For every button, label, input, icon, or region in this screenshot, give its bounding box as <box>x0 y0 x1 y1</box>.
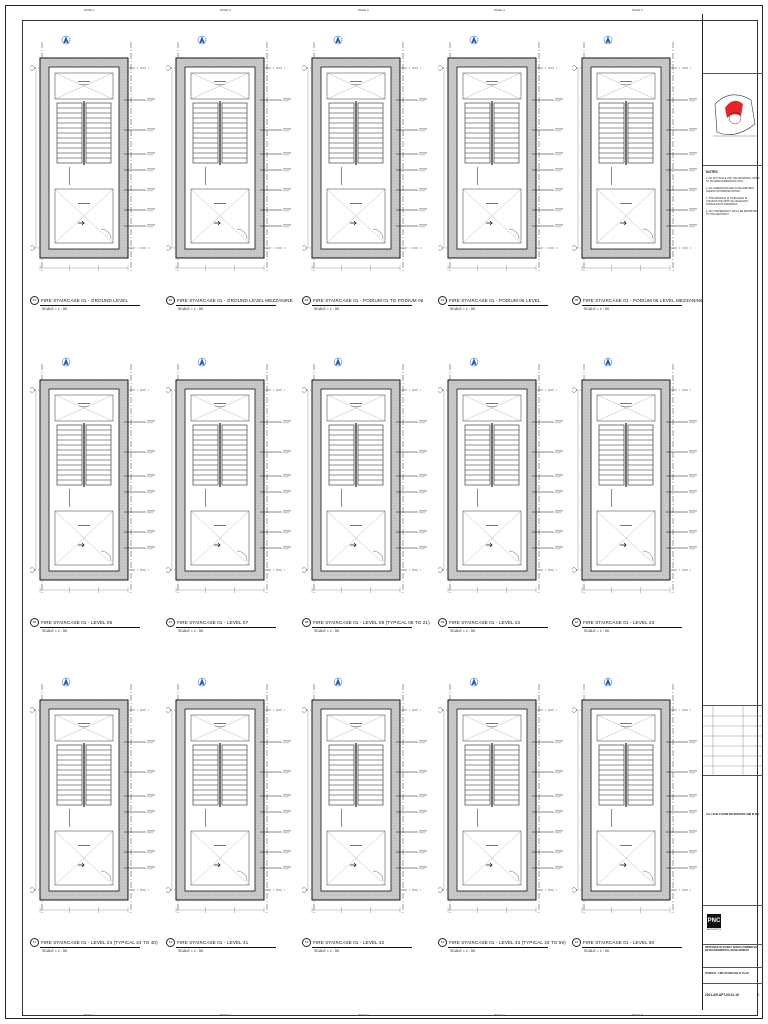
plan-scale: SCALE = 1 : 50 <box>314 307 339 311</box>
plan-title <box>30 938 158 947</box>
stair-plan-drawing <box>166 352 296 602</box>
plan-scale: SCALE = 1 : 50 <box>314 949 339 953</box>
plan-title-text: FIRE STAIRCASE 01 - GROUND LEVEL <box>41 298 129 303</box>
plan-title <box>302 296 423 305</box>
plan-scale: SCALE = 1 : 50 <box>584 949 609 953</box>
project-box <box>703 944 763 968</box>
plan-title <box>438 296 541 305</box>
project-name: PROPOSED 65-STOREY MIXED COMMERCIAL RETAIL/RESIDENTIAL DEVELOPMENT <box>705 946 758 952</box>
stair-plan-08 <box>302 352 432 642</box>
plan-scale: SCALE = 1 : 50 <box>178 949 203 953</box>
plan-scale: SCALE = 1 : 50 <box>178 307 203 311</box>
plan-title-underline <box>40 627 140 628</box>
plan-title-underline <box>176 947 276 948</box>
plan-title-text: FIRE STAIRCASE 01 - LEVEL 42 <box>313 940 385 945</box>
sheet-bottom-ref: PAGE 4 <box>494 1013 505 1017</box>
stair-plan-15 <box>572 672 702 962</box>
stair-plan-09 <box>438 352 568 642</box>
plan-scale: SCALE = 1 : 50 <box>584 307 609 311</box>
drawing-number-box <box>703 984 763 1010</box>
plan-title-text: FIRE STAIRCASE 01 - PODIUM 06 LEVEL <box>449 298 541 303</box>
plan-title-underline <box>312 947 412 948</box>
plan-number-bubble: 05 <box>572 296 581 305</box>
plan-title-underline <box>312 305 412 306</box>
stair-plan-drawing <box>302 30 432 280</box>
plan-title <box>166 618 248 627</box>
stair-plan-02 <box>166 30 296 320</box>
notes-box <box>703 166 763 706</box>
plan-title-underline <box>582 627 682 628</box>
plan-title-text: FIRE STAIRCASE 01 - LEVEL 07 <box>177 620 249 625</box>
plan-number-bubble: 13 <box>302 938 311 947</box>
sheet-bottom-ref: PAGE 5 <box>632 1013 643 1017</box>
note-line: 3. THIS DRAWING IS TO BE READ IN CONJUNCTION WITH ALL RELEVANT CONSULTANTS DRAWINGS. <box>706 197 748 206</box>
key-plan-box <box>703 74 763 166</box>
drawing-title: TOWER B - FIRE STAIRCASE 01 PLAN <box>705 972 749 975</box>
plan-title-text: FIRE STAIRCASE 01 - GROUND LEVEL MEZZANINE <box>177 298 293 303</box>
stair-plan-drawing <box>438 672 568 922</box>
plan-scale: SCALE = 1 : 50 <box>450 307 475 311</box>
notes-heading: NOTES <box>706 170 718 174</box>
plan-scale: SCALE = 1 : 50 <box>42 949 67 953</box>
levels-note: ALL LEVELS IN MM REFERENCED AND IN MM <box>706 813 759 816</box>
revision-table <box>703 706 763 776</box>
plan-title-text: FIRE STAIRCASE 01 - LEVEL 06 <box>41 620 113 625</box>
revision-table-grid <box>703 706 763 776</box>
plan-title-text: FIRE STAIRCASE 01 - LEVEL 60 <box>583 940 655 945</box>
plan-scale: SCALE = 1 : 50 <box>450 949 475 953</box>
plan-scale: SCALE = 1 : 50 <box>584 629 609 633</box>
plan-scale: SCALE = 1 : 50 <box>178 629 203 633</box>
plan-number-bubble: 11 <box>30 938 39 947</box>
stair-plan-drawing <box>166 30 296 280</box>
plan-title-underline <box>312 627 412 628</box>
plan-number-bubble: 15 <box>572 938 581 947</box>
plan-title <box>302 938 384 947</box>
stair-plan-drawing <box>572 352 702 602</box>
plan-title-text: FIRE STAIRCASE 01 - LEVEL 22 <box>449 620 521 625</box>
stair-plan-07 <box>166 352 296 642</box>
title-block <box>702 14 762 1010</box>
sheet-top-ref: PAGE 2 <box>220 8 231 12</box>
stair-plan-13 <box>302 672 432 962</box>
consultants-box <box>703 776 763 906</box>
plan-number-bubble: 01 <box>30 296 39 305</box>
plan-number-bubble: 14 <box>438 938 447 947</box>
plan-number-bubble: 08 <box>302 618 311 627</box>
plan-title-underline <box>40 947 140 948</box>
sheet-bottom-ref: PAGE 3 <box>358 1013 369 1017</box>
stair-plan-01 <box>30 30 160 320</box>
note-line: 1. DO NOT SCALE OFF THE DRAWINGS. WORK TO FIGURED DIMENSIONS ONLY. <box>706 177 760 183</box>
drawing-title-box <box>703 968 763 984</box>
plan-title-text: FIRE STAIRCASE 01 - LEVEL 41 <box>177 940 249 945</box>
note-line: 4. ANY DISCREPANCY SHALL BE REPORTED TO THE ARCHITECT. <box>706 210 758 216</box>
stair-plan-03 <box>302 30 432 320</box>
plan-scale: SCALE = 1 : 50 <box>42 629 67 633</box>
stair-plan-05 <box>572 30 702 320</box>
sheet-top-ref: PAGE 5 <box>632 8 643 12</box>
tb-revision-box <box>703 14 763 74</box>
plan-title <box>572 938 654 947</box>
stair-plan-drawing <box>302 352 432 602</box>
pnc-logo: PNC <box>707 914 721 928</box>
pnc-subtitle: ARCHITECTS <box>707 929 721 931</box>
sheet-top-ref: PAGE 1 <box>84 8 95 12</box>
stair-plan-12 <box>166 672 296 962</box>
sheet-top-ref: PAGE 4 <box>494 8 505 12</box>
plan-title-text: FIRE STAIRCASE 01 - LEVEL 08 (TYPICAL 08 TO 21) <box>313 620 430 625</box>
plan-number-bubble: 02 <box>166 296 175 305</box>
stair-plan-drawing <box>30 30 160 280</box>
plan-title <box>438 618 520 627</box>
plan-number-bubble: 09 <box>438 618 447 627</box>
plan-title-text: FIRE STAIRCASE 01 - LEVEL 24 (TYPICAL 24 TO 40) <box>41 940 158 945</box>
plan-number-bubble: 12 <box>166 938 175 947</box>
stair-plan-drawing <box>572 672 702 922</box>
plan-scale: SCALE = 1 : 50 <box>314 629 339 633</box>
stair-plan-11 <box>30 672 160 962</box>
stair-plan-drawing <box>166 672 296 922</box>
plan-title <box>166 296 293 305</box>
plan-title-text: FIRE STAIRCASE 01 - PODIUM 06 LEVEL MEZZANINE <box>583 298 704 303</box>
revision-number: 0 <box>757 993 759 997</box>
sheet-bottom-ref: PAGE 1 <box>84 1013 95 1017</box>
key-plan-icon <box>703 74 763 166</box>
plan-title-text: FIRE STAIRCASE 01 - PODIUM 01 TO PODIUM 06 <box>313 298 424 303</box>
stair-plan-drawing <box>30 672 160 922</box>
sheet-bottom-ref: PAGE 2 <box>220 1013 231 1017</box>
plan-title <box>438 938 566 947</box>
plan-title-underline <box>176 305 276 306</box>
plan-title-underline <box>582 305 682 306</box>
stair-plan-06 <box>30 352 160 642</box>
stair-plan-14 <box>438 672 568 962</box>
plan-title <box>572 296 703 305</box>
plan-title <box>302 618 430 627</box>
stair-plan-drawing <box>302 672 432 922</box>
plan-title <box>30 618 112 627</box>
stair-plan-10 <box>572 352 702 642</box>
plan-title <box>30 296 128 305</box>
plan-number-bubble: 03 <box>302 296 311 305</box>
plan-title <box>572 618 654 627</box>
plan-number-bubble: 07 <box>166 618 175 627</box>
plan-title-text: FIRE STAIRCASE 01 - LEVEL 23 <box>583 620 655 625</box>
plan-title-underline <box>582 947 682 948</box>
plan-title-text: FIRE STAIRCASE 01 - LEVEL 43 (TYPICAL 43 TO 59) <box>449 940 566 945</box>
sheet-top-ref: PAGE 3 <box>358 8 369 12</box>
plan-title <box>166 938 248 947</box>
plan-number-bubble: 10 <box>572 618 581 627</box>
stair-plan-04 <box>438 30 568 320</box>
plan-title-underline <box>448 627 548 628</box>
drawing-number: 2021-AR-APT-00-01-16 <box>705 993 739 997</box>
stair-plan-drawing <box>30 352 160 602</box>
plan-scale: SCALE = 1 : 50 <box>450 629 475 633</box>
plan-title-underline <box>448 947 548 948</box>
plan-number-bubble: 04 <box>438 296 447 305</box>
stair-plan-drawing <box>438 30 568 280</box>
plan-number-bubble: 06 <box>30 618 39 627</box>
plan-title-underline <box>448 305 548 306</box>
plan-scale: SCALE = 1 : 50 <box>42 307 67 311</box>
note-line: 2. ALL DIMENSIONS ARE IN MILLIMETRES UNLESS OTHERWISE NOTED. <box>706 187 754 193</box>
plan-title-underline <box>176 627 276 628</box>
stair-plan-drawing <box>438 352 568 602</box>
plan-title-underline <box>40 305 140 306</box>
stair-plan-drawing <box>572 30 702 280</box>
